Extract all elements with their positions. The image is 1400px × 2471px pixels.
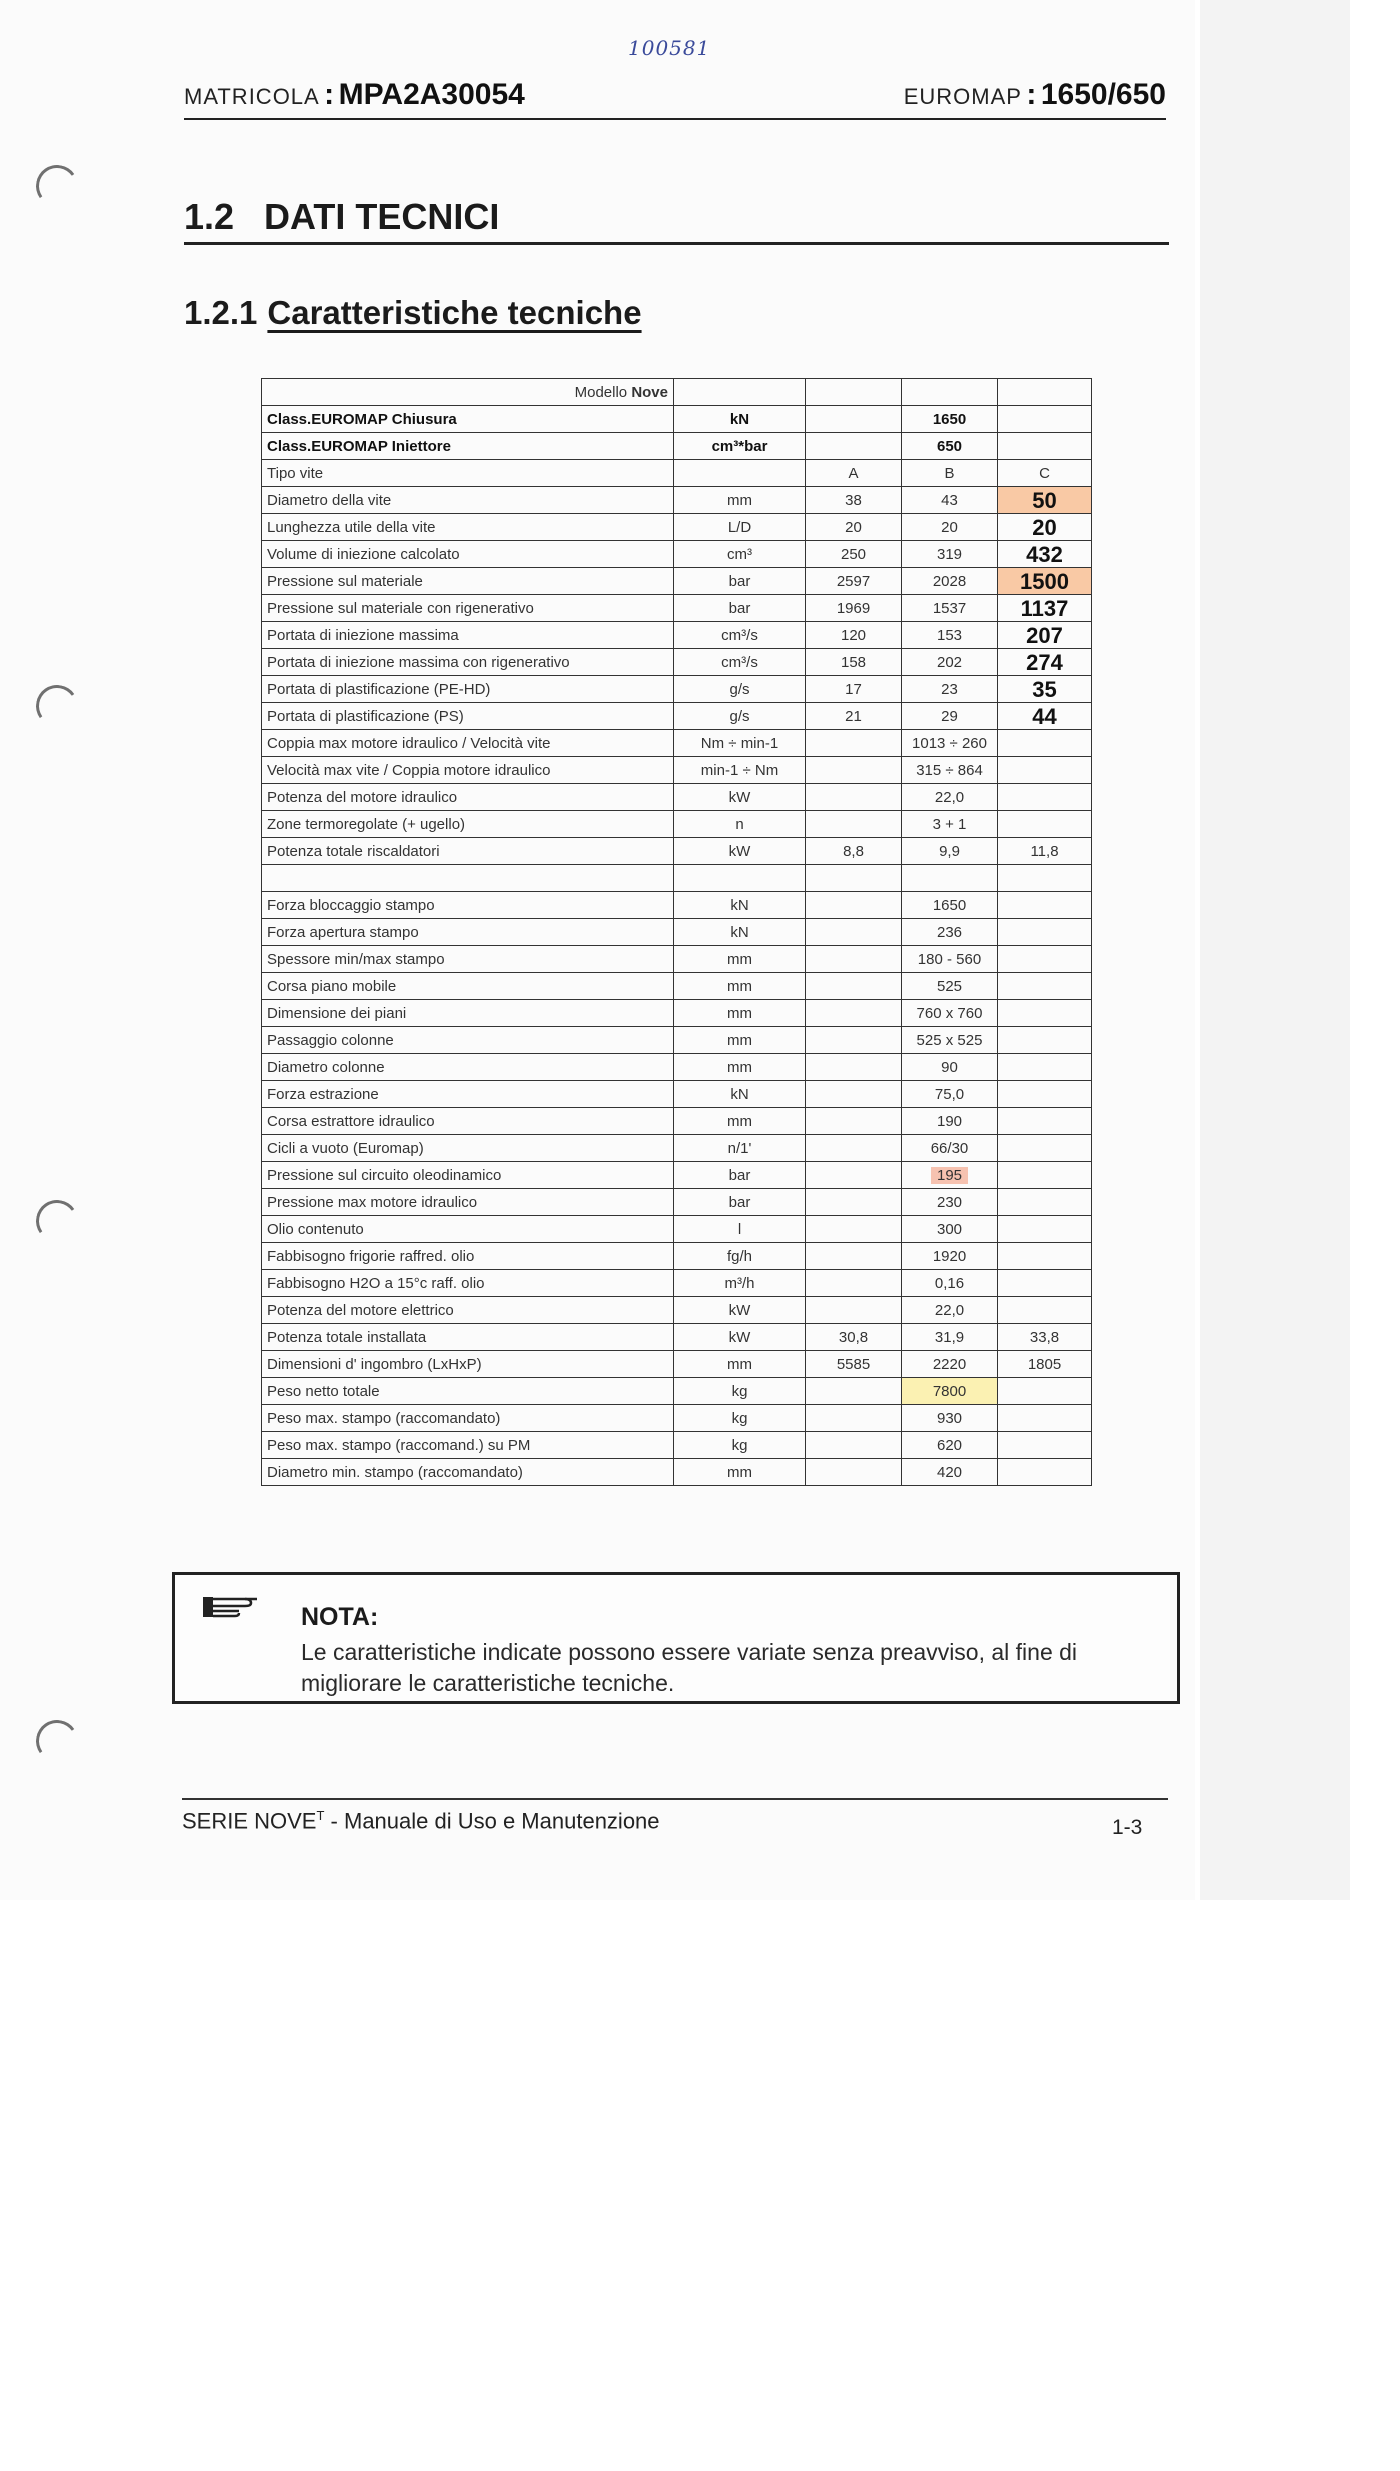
value-cell-a: [806, 1297, 902, 1324]
table-cell: [674, 379, 806, 406]
row-label-cell: Forza bloccaggio stampo: [262, 892, 674, 919]
page-number: 1-3: [1112, 1816, 1143, 1839]
value-cell-c: 50: [998, 487, 1092, 514]
unit-cell: [674, 865, 806, 892]
table-row: [262, 1108, 1092, 1135]
unit-cell: kg: [674, 1432, 806, 1459]
value-cell-c: [998, 1432, 1092, 1459]
euromap: [904, 78, 1166, 112]
value-cell-c: [998, 1108, 1092, 1135]
table-row: [262, 595, 1092, 622]
table-cell: [998, 379, 1092, 406]
value-cell-c: [998, 1027, 1092, 1054]
value-cell-a: [806, 1216, 902, 1243]
row-label-cell: Peso max. stampo (raccomandato): [262, 1405, 674, 1432]
row-label-cell: Diametro della vite: [262, 487, 674, 514]
value-cell-a: [806, 757, 902, 784]
unit-cell: kW: [674, 1297, 806, 1324]
value-cell-a: [806, 865, 902, 892]
value-cell-b: 319: [902, 541, 998, 568]
table-cell: [806, 379, 902, 406]
row-label-cell: Corsa estrattore idraulico: [262, 1108, 674, 1135]
value-cell-a: [806, 1189, 902, 1216]
row-label-cell: Forza apertura stampo: [262, 919, 674, 946]
value-cell-b: 230: [902, 1189, 998, 1216]
table-row: [262, 1000, 1092, 1027]
unit-cell: bar: [674, 595, 806, 622]
unit-cell: Nm ÷ min-1: [674, 730, 806, 757]
value-cell-c: 11,8: [998, 838, 1092, 865]
unit-cell: L/D: [674, 514, 806, 541]
value-cell-a: [806, 946, 902, 973]
unit-cell: [674, 460, 806, 487]
row-label-cell: Portata di iniezione massima: [262, 622, 674, 649]
value-cell-c: [998, 1000, 1092, 1027]
value-cell-b: 153: [902, 622, 998, 649]
value-cell-a: [806, 973, 902, 1000]
unit-cell: cm³*bar: [674, 433, 806, 460]
row-label-cell: Corsa piano mobile: [262, 973, 674, 1000]
table-row: [262, 784, 1092, 811]
row-label-cell: Class.EUROMAP Iniettore: [262, 433, 674, 460]
row-label-cell: Velocità max vite / Coppia motore idraulico: [262, 757, 674, 784]
value-cell-b: 0,16: [902, 1270, 998, 1297]
value-cell-c: [998, 973, 1092, 1000]
subsection-title: Caratteristiche tecniche: [267, 294, 642, 331]
table-row: [262, 838, 1092, 865]
value-cell-a: [806, 406, 902, 433]
value-cell-b: 650: [902, 433, 998, 460]
value-cell-c: [998, 730, 1092, 757]
value-cell-b: 202: [902, 649, 998, 676]
value-cell-a: 2597: [806, 568, 902, 595]
unit-cell: l: [674, 1216, 806, 1243]
subsection-number: 1.2.1: [184, 294, 258, 331]
table-row: [262, 865, 1092, 892]
euromap-value: 1650/650: [1040, 78, 1166, 111]
value-cell-c: 1137: [998, 595, 1092, 622]
value-cell-a: 20: [806, 514, 902, 541]
value-cell-c: [998, 811, 1092, 838]
value-cell-a: 8,8: [806, 838, 902, 865]
value-cell-c: [998, 946, 1092, 973]
value-cell-c: [998, 1081, 1092, 1108]
footer-rule: [182, 1798, 1168, 1800]
value-cell-c: 1500: [998, 568, 1092, 595]
value-cell-b: 1537: [902, 595, 998, 622]
row-label-cell: Forza estrazione: [262, 1081, 674, 1108]
unit-cell: fg/h: [674, 1243, 806, 1270]
unit-cell: n: [674, 811, 806, 838]
table-row: [262, 1243, 1092, 1270]
table-row: [262, 460, 1092, 487]
spec-table: [261, 378, 1092, 1486]
unit-cell: mm: [674, 1027, 806, 1054]
value-cell-b: 23: [902, 676, 998, 703]
row-label-cell: Portata di iniezione massima con rigenerativo: [262, 649, 674, 676]
unit-cell: m³/h: [674, 1270, 806, 1297]
row-label-cell: Dimensioni d' ingombro (LxHxP): [262, 1351, 674, 1378]
value-cell-a: 1969: [806, 595, 902, 622]
value-cell-a: [806, 730, 902, 757]
value-cell-b: 315 ÷ 864: [902, 757, 998, 784]
handwritten-note: 100581: [628, 36, 711, 60]
table-row: [262, 1135, 1092, 1162]
value-cell-b: [902, 1162, 998, 1189]
note-title: NOTA:: [301, 1603, 379, 1631]
value-cell-b: 2220: [902, 1351, 998, 1378]
unit-cell: mm: [674, 1108, 806, 1135]
row-label-cell: Diametro colonne: [262, 1054, 674, 1081]
row-label-cell: Dimensione dei piani: [262, 1000, 674, 1027]
table-row: [262, 1459, 1092, 1486]
value-cell-c: [998, 865, 1092, 892]
table-row: [262, 487, 1092, 514]
table-row: [262, 1378, 1092, 1405]
row-label-cell: Potenza totale installata: [262, 1324, 674, 1351]
value-cell-a: [806, 1270, 902, 1297]
value-cell-c: 20: [998, 514, 1092, 541]
value-cell-c: [998, 406, 1092, 433]
matricola-separator: :: [324, 78, 335, 111]
model-header-cell: [262, 379, 674, 406]
row-label-cell: Spessore min/max stampo: [262, 946, 674, 973]
unit-cell: mm: [674, 946, 806, 973]
unit-cell: n/1': [674, 1135, 806, 1162]
value-cell-b: 1650: [902, 406, 998, 433]
value-cell-a: [806, 784, 902, 811]
page-header: [184, 72, 1166, 120]
table-row: [262, 1270, 1092, 1297]
row-label-cell: Pressione max motore idraulico: [262, 1189, 674, 1216]
table-row: [262, 1027, 1092, 1054]
table-row: [262, 433, 1092, 460]
row-label-cell: Potenza totale riscaldatori: [262, 838, 674, 865]
value-cell-a: A: [806, 460, 902, 487]
table-row: [262, 973, 1092, 1000]
row-label-cell: Coppia max motore idraulico / Velocità vite: [262, 730, 674, 757]
value-cell-b: 43: [902, 487, 998, 514]
table-row: [262, 946, 1092, 973]
value-cell-b: B: [902, 460, 998, 487]
row-label-cell: Pressione sul materiale con rigenerativo: [262, 595, 674, 622]
spec-table-body: [262, 379, 1092, 1486]
value-cell-a: [806, 1378, 902, 1405]
unit-cell: bar: [674, 568, 806, 595]
row-label-cell: [262, 865, 674, 892]
matricola-value: MPA2A30054: [338, 78, 525, 111]
value-cell-c: [998, 1216, 1092, 1243]
value-cell-b: 7800: [902, 1378, 998, 1405]
value-cell-a: 120: [806, 622, 902, 649]
value-cell-b: 236: [902, 919, 998, 946]
row-label-cell: Tipo vite: [262, 460, 674, 487]
value-cell-a: [806, 1000, 902, 1027]
value-cell-a: [806, 1432, 902, 1459]
value-cell-b: 420: [902, 1459, 998, 1486]
subsection-heading: [184, 294, 642, 332]
value-cell-b: 90: [902, 1054, 998, 1081]
table-row: [262, 811, 1092, 838]
row-label-cell: Fabbisogno H2O a 15°c raff. olio: [262, 1270, 674, 1297]
value-cell-b: 1013 ÷ 260: [902, 730, 998, 757]
value-cell-a: [806, 1054, 902, 1081]
value-cell-b: 525 x 525: [902, 1027, 998, 1054]
value-cell-b: 180 - 560: [902, 946, 998, 973]
value-cell-b: [902, 865, 998, 892]
value-cell-a: [806, 1162, 902, 1189]
value-cell-c: 207: [998, 622, 1092, 649]
value-cell-b: 1920: [902, 1243, 998, 1270]
value-cell-b: 20: [902, 514, 998, 541]
row-label-cell: Potenza del motore idraulico: [262, 784, 674, 811]
pointing-hand-icon: [201, 1593, 261, 1623]
row-label-cell: Pressione sul circuito oleodinamico: [262, 1162, 674, 1189]
value-cell-b: 190: [902, 1108, 998, 1135]
unit-cell: bar: [674, 1189, 806, 1216]
footer-series: SERIE NOVE: [182, 1808, 317, 1834]
value-cell-a: [806, 1135, 902, 1162]
value-cell-a: 17: [806, 676, 902, 703]
value-cell-b: 29: [902, 703, 998, 730]
note-box: [172, 1572, 1180, 1704]
value-cell-b: 525: [902, 973, 998, 1000]
value-cell-a: [806, 1243, 902, 1270]
highlighted-value: 195: [931, 1167, 968, 1184]
value-cell-b: 66/30: [902, 1135, 998, 1162]
value-cell-c: [998, 1243, 1092, 1270]
note-text: Le caratteristiche indicate possono essere variate senza preavviso, al fine di migliorare le caratteristiche tecniche.: [301, 1639, 1078, 1696]
unit-cell: kN: [674, 406, 806, 433]
value-cell-c: 274: [998, 649, 1092, 676]
value-cell-c: 1805: [998, 1351, 1092, 1378]
matricola: [184, 78, 525, 112]
value-cell-c: [998, 784, 1092, 811]
table-row: [262, 1081, 1092, 1108]
value-cell-a: [806, 1108, 902, 1135]
value-cell-c: C: [998, 460, 1092, 487]
row-label-cell: Passaggio colonne: [262, 1027, 674, 1054]
row-label-cell: Diametro min. stampo (raccomandato): [262, 1459, 674, 1486]
value-cell-a: [806, 1405, 902, 1432]
row-label-cell: Portata di plastificazione (PE-HD): [262, 676, 674, 703]
table-row: [262, 541, 1092, 568]
unit-cell: kN: [674, 892, 806, 919]
table-row: [262, 1324, 1092, 1351]
unit-cell: cm³/s: [674, 649, 806, 676]
value-cell-c: [998, 1162, 1092, 1189]
value-cell-b: 22,0: [902, 784, 998, 811]
footer-title: [182, 1808, 660, 1834]
row-label-cell: Potenza del motore elettrico: [262, 1297, 674, 1324]
value-cell-c: [998, 1405, 1092, 1432]
value-cell-b: 22,0: [902, 1297, 998, 1324]
value-cell-a: [806, 919, 902, 946]
unit-cell: kN: [674, 1081, 806, 1108]
unit-cell: bar: [674, 1162, 806, 1189]
value-cell-a: [806, 1459, 902, 1486]
value-cell-a: [806, 433, 902, 460]
euromap-label: EUROMAP: [903, 84, 1022, 109]
value-cell-b: 1650: [902, 892, 998, 919]
model-label: Modello: [574, 383, 628, 401]
row-label-cell: Volume di iniezione calcolato: [262, 541, 674, 568]
row-label-cell: Class.EUROMAP Chiusura: [262, 406, 674, 433]
row-label-cell: Olio contenuto: [262, 1216, 674, 1243]
value-cell-a: 250: [806, 541, 902, 568]
table-row: [262, 1162, 1092, 1189]
value-cell-c: [998, 1054, 1092, 1081]
row-label-cell: Fabbisogno frigorie raffred. olio: [262, 1243, 674, 1270]
table-row: [262, 676, 1092, 703]
table-row: [262, 1351, 1092, 1378]
table-row: [262, 919, 1092, 946]
value-cell-c: [998, 433, 1092, 460]
table-row: [262, 1405, 1092, 1432]
value-cell-a: 5585: [806, 1351, 902, 1378]
row-label-cell: Portata di plastificazione (PS): [262, 703, 674, 730]
row-label-cell: Pressione sul materiale: [262, 568, 674, 595]
value-cell-c: 33,8: [998, 1324, 1092, 1351]
unit-cell: mm: [674, 1351, 806, 1378]
value-cell-b: 2028: [902, 568, 998, 595]
unit-cell: kW: [674, 838, 806, 865]
value-cell-c: [998, 1135, 1092, 1162]
table-row: [262, 1189, 1092, 1216]
unit-cell: cm³/s: [674, 622, 806, 649]
unit-cell: g/s: [674, 703, 806, 730]
unit-cell: mm: [674, 1054, 806, 1081]
table-row: [262, 703, 1092, 730]
value-cell-c: [998, 1270, 1092, 1297]
section-title: DATI TECNICI: [264, 196, 500, 237]
matricola-label: MATRICOLA: [184, 84, 320, 109]
row-label-cell: Cicli a vuoto (Euromap): [262, 1135, 674, 1162]
value-cell-b: 31,9: [902, 1324, 998, 1351]
value-cell-c: [998, 1378, 1092, 1405]
value-cell-b: 75,0: [902, 1081, 998, 1108]
footer-trademark: T: [316, 1808, 325, 1823]
table-cell: [902, 379, 998, 406]
value-cell-a: [806, 811, 902, 838]
unit-cell: kN: [674, 919, 806, 946]
table-row: [262, 568, 1092, 595]
unit-cell: kg: [674, 1378, 806, 1405]
footer-manual: - Manuale di Uso e Manutenzione: [324, 1808, 660, 1834]
value-cell-a: [806, 1081, 902, 1108]
value-cell-a: 21: [806, 703, 902, 730]
value-cell-c: [998, 1459, 1092, 1486]
unit-cell: cm³: [674, 541, 806, 568]
table-row: [262, 1432, 1092, 1459]
row-label-cell: Zone termoregolate (+ ugello): [262, 811, 674, 838]
value-cell-c: [998, 892, 1092, 919]
page-edge-shadow: [1200, 0, 1350, 1900]
value-cell-c: [998, 919, 1092, 946]
table-row: [262, 1297, 1092, 1324]
table-row: [262, 649, 1092, 676]
row-label-cell: Lunghezza utile della vite: [262, 514, 674, 541]
value-cell-a: 158: [806, 649, 902, 676]
value-cell-b: 300: [902, 1216, 998, 1243]
value-cell-a: [806, 892, 902, 919]
table-row: [262, 622, 1092, 649]
value-cell-c: [998, 1297, 1092, 1324]
value-cell-a: 30,8: [806, 1324, 902, 1351]
table-row: [262, 1216, 1092, 1243]
table-row: [262, 730, 1092, 757]
table-header-row: [262, 379, 1092, 406]
model-name: Nove: [631, 383, 668, 401]
section-number: 1.2: [184, 196, 235, 237]
table-row: [262, 406, 1092, 433]
unit-cell: kW: [674, 1324, 806, 1351]
table-row: [262, 757, 1092, 784]
unit-cell: mm: [674, 973, 806, 1000]
value-cell-c: [998, 757, 1092, 784]
unit-cell: mm: [674, 1459, 806, 1486]
value-cell-c: [998, 1189, 1092, 1216]
euromap-separator: :: [1026, 78, 1037, 111]
table-row: [262, 892, 1092, 919]
value-cell-c: 44: [998, 703, 1092, 730]
value-cell-b: 620: [902, 1432, 998, 1459]
value-cell-c: 432: [998, 541, 1092, 568]
value-cell-b: 3 + 1: [902, 811, 998, 838]
row-label-cell: Peso max. stampo (raccomand.) su PM: [262, 1432, 674, 1459]
value-cell-a: [806, 1027, 902, 1054]
value-cell-b: 760 x 760: [902, 1000, 998, 1027]
value-cell-b: 930: [902, 1405, 998, 1432]
unit-cell: mm: [674, 1000, 806, 1027]
unit-cell: kW: [674, 784, 806, 811]
section-heading: [184, 196, 1169, 245]
value-cell-a: 38: [806, 487, 902, 514]
unit-cell: min-1 ÷ Nm: [674, 757, 806, 784]
unit-cell: kg: [674, 1405, 806, 1432]
value-cell-c: 35: [998, 676, 1092, 703]
unit-cell: g/s: [674, 676, 806, 703]
value-cell-b: 9,9: [902, 838, 998, 865]
unit-cell: mm: [674, 487, 806, 514]
table-row: [262, 514, 1092, 541]
row-label-cell: Peso netto totale: [262, 1378, 674, 1405]
table-row: [262, 1054, 1092, 1081]
